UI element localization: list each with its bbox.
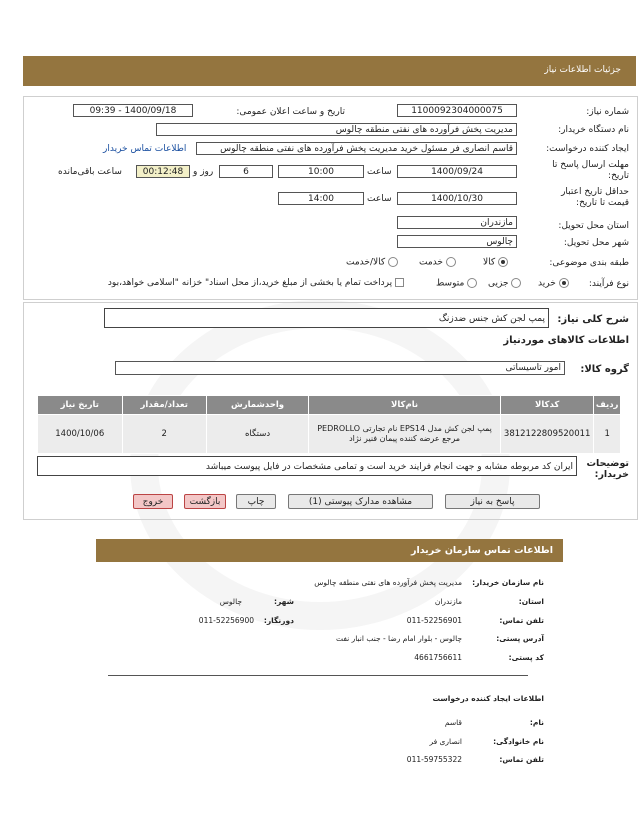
contact-address-label: آدرس پستی:: [496, 634, 544, 643]
col-name-header: نام‌کالا: [309, 396, 501, 415]
deadline-hour-label: ساعت: [367, 167, 392, 177]
contact-fax-value: 011-52256900: [198, 616, 254, 625]
creator-name-label: نام:: [529, 718, 544, 727]
goods-group-label: گروه کالا:: [580, 364, 629, 375]
need-number-field: 1100092304000075: [397, 104, 517, 117]
city-field: چالوس: [397, 235, 517, 248]
city-label: شهر محل تحویل:: [563, 238, 629, 248]
treasury-payment-option[interactable]: [108, 278, 404, 288]
contact-org-value: مدیریت پخش فرآورده های نفتی منطقه چالوس: [314, 578, 462, 587]
goods-table: [37, 395, 621, 454]
process-minor-radio[interactable]: [511, 278, 521, 288]
buyer-name-label: نام دستگاه خریدار:: [558, 125, 629, 135]
category-both-radio[interactable]: [388, 257, 398, 267]
row-number-cell: 1: [594, 415, 621, 454]
category-service-text: خدمت: [419, 257, 443, 268]
goods-qty-cell: 2: [122, 415, 206, 454]
contact-phone-value: 011-52256901: [406, 616, 462, 625]
process-option-buy[interactable]: [538, 278, 569, 289]
reply-button[interactable]: پاسخ به نیاز: [445, 494, 540, 509]
category-option-goods[interactable]: [483, 257, 508, 268]
validity-label: حداقل تاریخ اعتبار قیمت تا تاریخ:: [561, 187, 629, 208]
category-service-radio[interactable]: [446, 257, 456, 267]
contact-fax-label: دورنگار:: [263, 616, 294, 625]
days-label: روز و: [193, 167, 214, 177]
contact-postal-label: کد پستی:: [508, 653, 544, 662]
goods-unit-cell: دستگاه: [206, 415, 308, 454]
col-code-header: کدکالا: [501, 396, 594, 415]
col-qty-header: تعداد/مقدار: [122, 396, 206, 415]
header-bar: [23, 56, 636, 86]
process-buy-text: خرید: [538, 278, 556, 289]
buyer-contact-link[interactable]: اطلاعات تماس خریدار: [103, 144, 187, 154]
attachments-button[interactable]: مشاهده مدارک پیوستی (1): [288, 494, 433, 509]
goods-table-header: [38, 396, 621, 415]
contact-city-value: چالوس: [219, 597, 242, 606]
days-field: 6: [219, 165, 273, 178]
header-tabs[interactable]: جزئیات اطلاعات نیاز: [544, 65, 621, 75]
col-date-header: تاریخ نیاز: [38, 396, 123, 415]
goods-date-cell: 1400/10/06: [38, 415, 123, 454]
remaining-label: ساعت باقی‌مانده: [58, 167, 122, 177]
summary-field: پمپ لجن کش جنس ضدزنگ: [104, 308, 549, 328]
print-button[interactable]: چاپ: [236, 494, 276, 509]
creator-family-value: انصاری فر: [429, 737, 462, 746]
summary-label: شرح کلی نیاز:: [557, 314, 629, 325]
process-buy-radio[interactable]: [559, 278, 569, 288]
table-row: [38, 415, 621, 454]
creator-family-label: نام خانوادگی:: [493, 737, 544, 746]
creator-label: ایجاد کننده درخواست:: [546, 144, 629, 154]
category-option-service[interactable]: [419, 257, 456, 268]
treasury-payment-checkbox[interactable]: [395, 278, 404, 287]
buyer-name-field: مدیریت پخش فرآورده های نفتی منطقه چالوس: [156, 123, 517, 136]
remaining-time-field: 00:12:48: [136, 165, 190, 178]
contact-org-label: نام سازمان خریدار:: [472, 578, 544, 587]
process-medium-text: متوسط: [436, 278, 465, 289]
creator-info-title: اطلاعات ایجاد کننده درخواست: [432, 694, 544, 703]
deadline-label: مهلت ارسال پاسخ تا تاریخ:: [552, 160, 629, 181]
province-field: مازندران: [397, 216, 517, 229]
category-label: طبقه بندی موضوعی:: [549, 258, 629, 268]
treasury-payment-text: پرداخت تمام یا بخشی از مبلغ خرید،از محل اسناد" خزانه "اسلامی خواهد،بود: [107, 278, 393, 288]
goods-code-cell: 3812122809520011: [501, 415, 594, 454]
contact-province-value: مازندران: [434, 597, 462, 606]
contact-divider: [108, 675, 528, 676]
category-both-text: کالا/خدمت: [346, 257, 386, 268]
validity-hour-label: ساعت: [367, 194, 392, 204]
need-number-label: شماره نیاز:: [586, 107, 629, 117]
contact-province-label: استان:: [518, 597, 544, 606]
creator-name-value: قاسم: [444, 718, 462, 727]
deadline-date-field: 1400/09/24: [397, 165, 517, 178]
validity-time-field: 14:00: [278, 192, 364, 205]
announce-date-field: 1400/09/18 - 09:39: [73, 104, 193, 117]
category-goods-text: کالا: [483, 257, 496, 268]
buyer-notes-label: توضیحات خریدار:: [586, 458, 629, 480]
process-label: نوع فرآیند:: [588, 279, 629, 289]
process-option-medium[interactable]: [436, 278, 477, 289]
process-minor-text: جزیی: [488, 278, 509, 289]
creator-phone-value: 011-59755322: [406, 755, 462, 764]
category-option-both[interactable]: [346, 257, 398, 268]
province-label: استان محل تحویل:: [558, 221, 629, 231]
category-goods-radio[interactable]: [498, 257, 508, 267]
exit-button[interactable]: خروج: [133, 494, 173, 509]
goods-group-field: امور تاسیساتی: [115, 361, 565, 375]
contact-city-label: شهر:: [274, 597, 294, 606]
creator-phone-label: تلفن تماس:: [499, 755, 544, 764]
validity-date-field: 1400/10/30: [397, 192, 517, 205]
goods-title: اطلاعات کالاهای موردنیاز: [503, 335, 629, 346]
col-unit-header: واحدشمارش: [206, 396, 308, 415]
deadline-time-field: 10:00: [278, 165, 364, 178]
contact-postal-value: 4661756611: [414, 653, 462, 662]
contact-address-value: چالوس - بلوار امام رضا - جنب انبار نفت: [335, 634, 462, 643]
back-button[interactable]: بازگشت: [184, 494, 226, 509]
goods-name-cell: پمپ لجن کش مدل EPS14 نام تجارتی PEDROLLO مرجع عرضه کننده پیمان فنیر نژاد: [309, 415, 501, 454]
contact-section-title: اطلاعات تماس سازمان خریدار: [410, 545, 553, 556]
process-medium-radio[interactable]: [467, 278, 477, 288]
creator-field: قاسم انصاری فر مسئول خرید مدیریت پخش فرآورده های نفتی منطقه چالوس: [196, 142, 517, 155]
contact-phone-label: تلفن تماس:: [499, 616, 544, 625]
buyer-notes-field: ایران کد مربوطه مشابه و جهت انجام فرایند خرید است و تمامی مشخصات در فایل پیوست میباشد: [37, 456, 577, 476]
process-option-minor[interactable]: [488, 278, 521, 289]
contact-section-header: [96, 539, 563, 562]
col-row-header: ردیف: [594, 396, 621, 415]
announce-date-label: تاریخ و ساعت اعلان عمومی:: [236, 107, 345, 117]
